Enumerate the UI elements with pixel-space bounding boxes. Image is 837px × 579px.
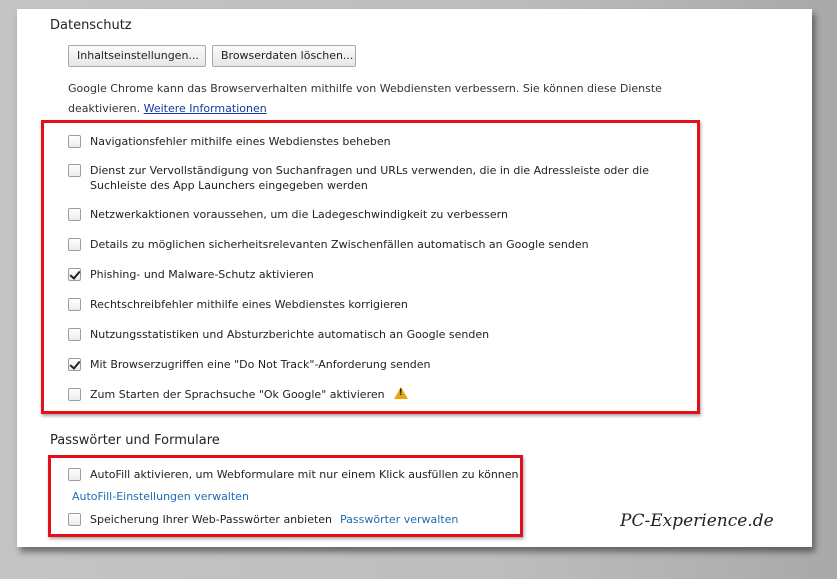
option-label: Zum Starten der Sprachsuche "Ok Google" aktivieren [90, 388, 385, 401]
option-label: Details zu möglichen sicherheitsrelevanten Zwischenfällen automatisch an Google senden [90, 238, 589, 251]
option-label: Mit Browserzugriffen eine "Do Not Track"-Anforderung senden [90, 358, 431, 371]
option-label: Dienst zur Vervollständigung von Suchanfragen und URLs verwenden, die in die Adressleiste oder die Suchleiste des App Launchers eingegeben werden [90, 164, 650, 192]
option-label: Nutzungsstatistiken und Absturzberichte automatisch an Google senden [90, 328, 490, 341]
option-label: Phishing- und Malware-Schutz aktivieren [90, 268, 314, 281]
privacy-highlight-box [41, 120, 700, 414]
watermark: PC-Experience.de [620, 511, 774, 531]
autofill-settings-link[interactable]: AutoFill-Einstellungen verwalten [72, 490, 249, 503]
option-label: AutoFill aktivieren, um Webformulare mit nur einem Klick ausfüllen zu können [90, 468, 519, 481]
option-label: Speicherung Ihrer Web-Passwörter anbieten [90, 513, 333, 526]
manage-passwords-link[interactable]: Passwörter verwalten [340, 513, 459, 526]
privacy-description-text: Google Chrome kann das Browserverhalten mithilfe von Webdiensten verbessern. Sie können diese Dienste deaktivieren. [68, 82, 662, 115]
content-settings-button[interactable]: Inhaltseinstellungen... [68, 45, 206, 67]
passwords-section-title: Passwörter und Formulare [50, 433, 220, 448]
privacy-section-title: Datenschutz [50, 18, 132, 33]
passwords-highlight-box [48, 455, 523, 537]
option-label: Netzwerkaktionen voraussehen, um die Ladegeschwindigkeit zu verbessern [90, 208, 508, 221]
more-info-link[interactable]: Weitere Informationen [143, 102, 267, 115]
privacy-description [68, 79, 698, 119]
clear-browsing-data-button[interactable]: Browserdaten löschen... [212, 45, 356, 67]
option-label: Navigationsfehler mithilfe eines Webdienstes beheben [90, 135, 391, 148]
option-label: Rechtschreibfehler mithilfe eines Webdienstes korrigieren [90, 298, 408, 311]
